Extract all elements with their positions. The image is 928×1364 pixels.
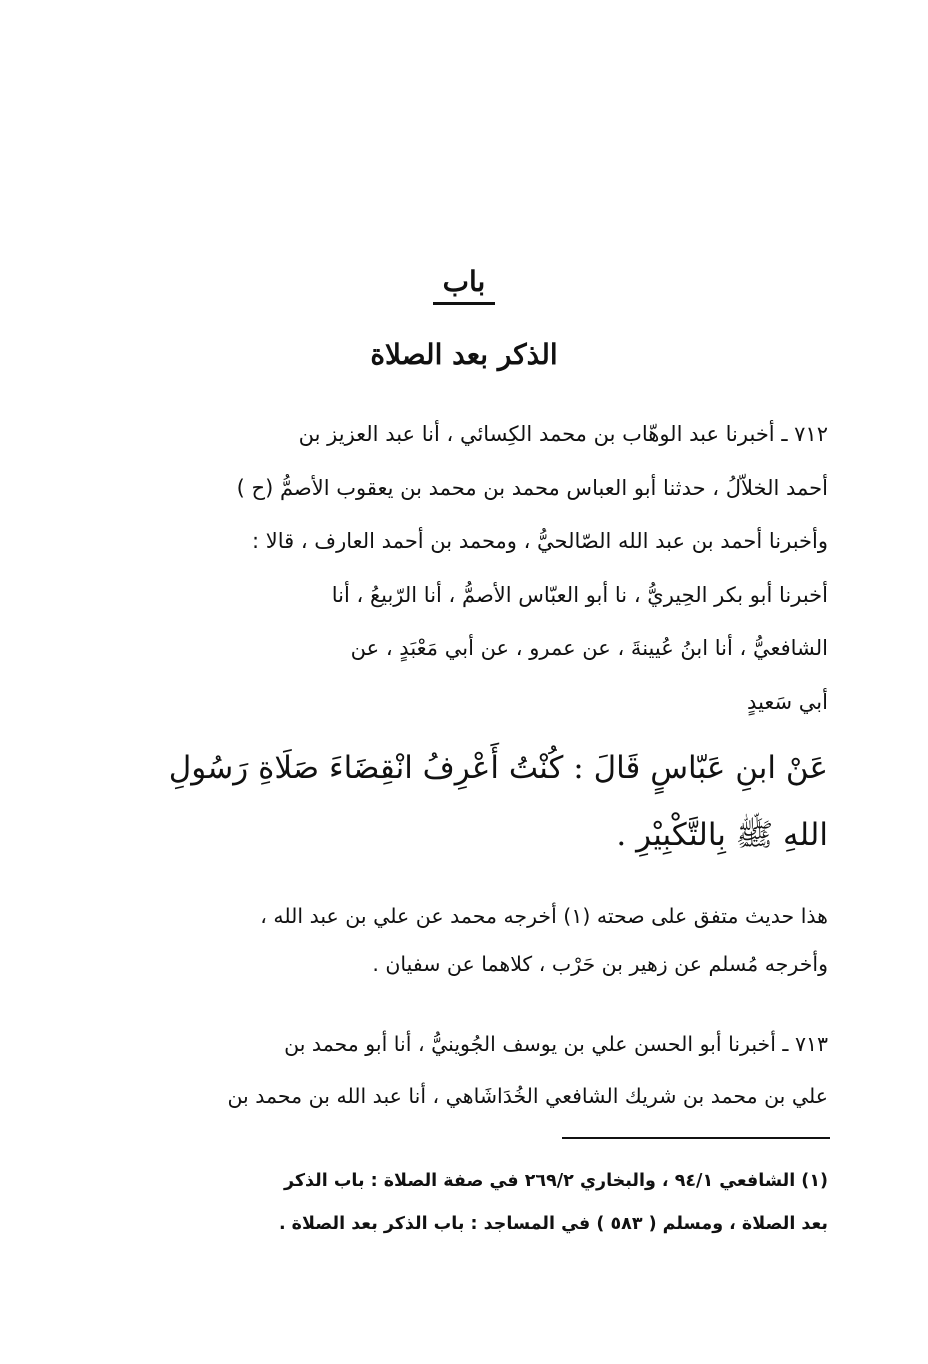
chapter-title: الذكر بعد الصلاة: [370, 338, 558, 371]
footnote-divider: [562, 1137, 830, 1139]
text-line: وأخرجه مُسلم عن زهير بن حَرْب ، كلاهما عن سفيان .: [372, 952, 828, 976]
chapter-label: باب: [442, 265, 486, 298]
text-line: الشافعيُّ ، أنا ابنُ عُيينةَ ، عن عمرو ، عن أبي مَعْبَدٍ ، عن: [350, 636, 828, 660]
footnote-line: (١) الشافعي ٩٤/١ ، والبخاري ٢٦٩/٢ في صفة الصلاة : باب الذكر: [283, 1171, 828, 1191]
text-line: أخبرنا أبو بكر الحِيريُّ ، نا أبو العبّاس الأصمُّ ، أنا الرّبيعُ ، أنا: [331, 582, 828, 607]
text-line: وأخبرنا أحمد بن عبد الله الصّالحيُّ ، ومحمد بن أحمد العارف ، قالا :: [252, 529, 828, 553]
chapter-label-underline: [433, 302, 495, 305]
text-line: ٧١٣ ـ أخبرنا أبو الحسن علي بن يوسف الجُوينيُّ ، أنا أبو محمد بن: [284, 1032, 828, 1056]
chapter-heading: [0, 262, 928, 375]
takhrij-paragraph: [180, 892, 828, 988]
paragraph-712: [180, 408, 828, 729]
paragraph-713: [180, 1018, 828, 1122]
hadith-text: [168, 735, 828, 869]
text-line: ٧١٢ ـ أخبرنا عبد الوهّاب بن محمد الكِسائي ، أنا عبد العزيز بن: [298, 422, 828, 446]
footnote-line: بعد الصلاة ، ومسلم ( ٥٨٣ ) في المساجد : باب الذكر بعد الصلاة .: [278, 1214, 828, 1234]
hadith-line: عَنْ ابنِ عَبّاسٍ قَالَ : كُنْتُ أَعْرِفُ انْقِضَاءَ صَلَاةِ رَسُولِ: [168, 750, 828, 786]
text-line: هذا حديث متفق على صحته (١) أخرجه محمد عن علي بن عبد الله ،: [260, 904, 828, 928]
hadith-line: اللهِ ﷺ بِالتَّكْبِيْرِ .: [616, 817, 828, 853]
footnote: [180, 1160, 828, 1246]
text-line: أبي سَعيدٍ: [747, 689, 828, 714]
text-line: أحمد الخلاّلُ ، حدثنا أبو العباس محمد بن محمد بن يعقوب الأصمُّ (ح ): [236, 475, 828, 500]
text-line: علي بن محمد بن شريك الشافعي الخُدَاشَاهي ، أنا عبد الله بن محمد بن: [227, 1084, 828, 1108]
